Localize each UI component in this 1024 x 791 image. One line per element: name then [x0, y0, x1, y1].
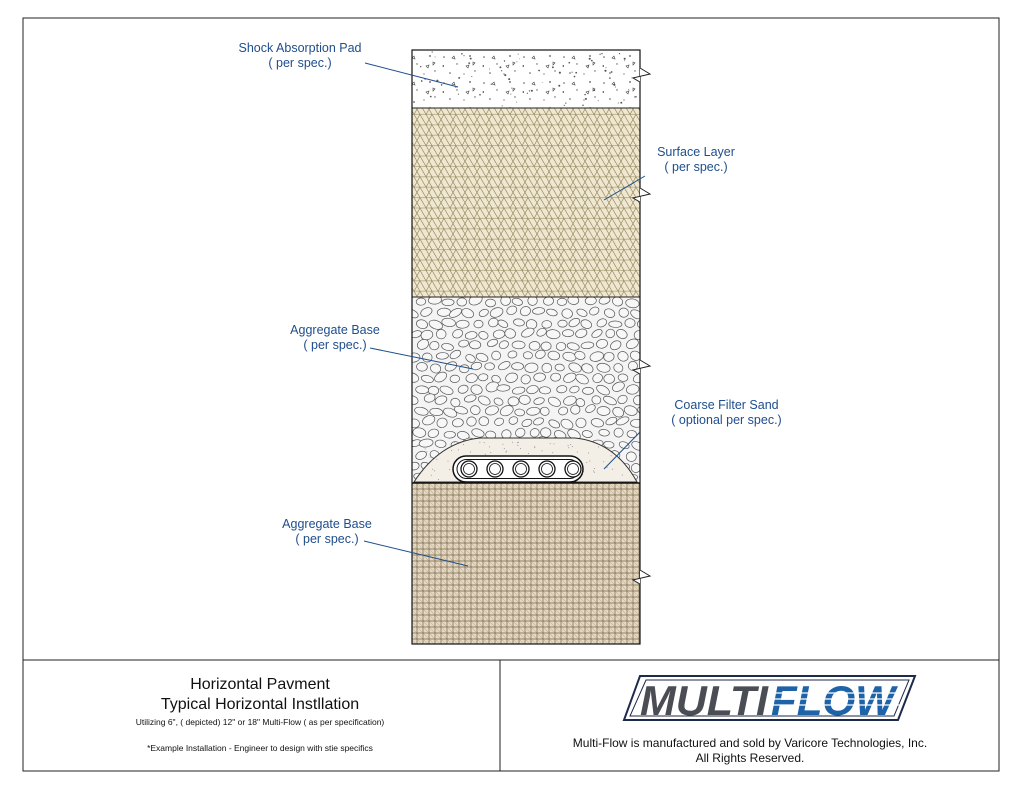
pad-speck: [441, 84, 443, 86]
pebble: [603, 374, 614, 384]
sand-dot: [502, 444, 503, 445]
pad-speck: [471, 76, 472, 77]
sand-dot: [570, 444, 571, 445]
label-shock-absorption-pad: [230, 41, 370, 71]
pebble: [558, 320, 568, 327]
sand-dot: [512, 442, 513, 443]
pad-speck: [504, 60, 505, 61]
drawing-subtitle: Utilizing 6", ( depicted) 12" or 18" Multi-Flow ( as per specification): [135, 717, 385, 727]
pebble: [639, 382, 651, 394]
sand-dot: [554, 443, 555, 444]
label-coarse-filter-sand: [654, 398, 799, 428]
multi-flow-pipe: [453, 456, 583, 482]
sand-dot: [550, 443, 551, 444]
pad-speck: [613, 84, 615, 86]
pad-speck: [542, 82, 543, 83]
pad-speck: [588, 66, 589, 67]
logo-multi-text: MULTI: [640, 677, 770, 724]
pad-speck: [504, 74, 506, 76]
pebble: [639, 429, 651, 439]
sand-dot: [607, 467, 608, 468]
pad-speck: [489, 69, 490, 70]
drawing-note: *Example Installation - Engineer to design with stie specifics: [147, 743, 373, 753]
pad-speck: [511, 88, 512, 89]
pebble: [523, 351, 533, 359]
shock-pad-layer: [412, 50, 640, 108]
pad-speck: [624, 58, 626, 60]
pebble: [542, 363, 552, 373]
pad-speck: [585, 98, 587, 100]
pad-speck: [572, 72, 573, 73]
pebble: [474, 320, 483, 328]
pad-speck: [531, 90, 533, 92]
credit-line1: Multi-Flow is manufactured and sold by Varicore Technologies, Inc.: [572, 736, 928, 750]
pad-speck: [508, 78, 510, 80]
pad-speck: [558, 85, 560, 87]
sand-dot: [611, 455, 612, 456]
label-aggregate-lower-name: Aggregate Base: [282, 517, 372, 531]
pad-speck: [510, 94, 511, 95]
pebble: [497, 385, 510, 392]
pad-speck: [470, 58, 472, 60]
pad-speck: [615, 87, 616, 88]
sand-dot: [517, 442, 518, 443]
sand-dot: [430, 457, 431, 458]
pad-speck: [601, 53, 602, 54]
pad-speck: [564, 105, 565, 106]
multiflow-logo: [624, 676, 915, 724]
label-aggregate-lower-note: ( per spec.): [295, 532, 359, 546]
pad-speck: [606, 67, 607, 68]
pebble: [557, 298, 567, 306]
pad-speck: [628, 89, 629, 90]
pebble: [508, 397, 519, 406]
pad-speck: [598, 100, 599, 101]
sand-dot: [506, 452, 507, 453]
pebble: [512, 341, 525, 349]
label-aggregate-upper-name: Aggregate Base: [290, 323, 380, 337]
pad-speck: [589, 58, 591, 60]
pebble: [459, 364, 469, 373]
drawing-title-line1: Horizontal Pavment: [190, 676, 330, 693]
label-surface-name: Surface Layer: [657, 145, 735, 159]
pad-speck: [461, 53, 463, 55]
pad-speck: [468, 62, 470, 64]
sand-dot: [552, 452, 553, 453]
sand-dot: [504, 448, 505, 449]
pebble: [609, 321, 622, 328]
sand-dot: [454, 442, 455, 443]
pad-speck: [458, 94, 459, 95]
pad-speck: [619, 53, 620, 54]
pad-speck: [565, 102, 566, 103]
sand-dot: [577, 452, 578, 453]
label-shock-pad-note: ( per spec.): [268, 56, 332, 70]
pad-speck: [599, 54, 600, 55]
pad-speck: [420, 66, 421, 67]
logo-flow-text: FLOW: [771, 677, 899, 724]
pad-speck: [421, 80, 423, 82]
pad-speck: [611, 71, 613, 73]
pebble: [529, 341, 540, 350]
sand-dot: [451, 450, 452, 451]
pebble: [457, 298, 467, 306]
pebble: [625, 319, 635, 328]
sand-dot: [479, 442, 480, 443]
sand-dot: [449, 469, 450, 470]
sand-dot: [438, 479, 439, 480]
sand-dot: [518, 442, 519, 443]
pebble: [639, 450, 651, 459]
pebble: [640, 341, 655, 351]
pad-speck: [501, 70, 502, 71]
sand-dot: [426, 451, 427, 452]
pad-speck: [516, 61, 517, 62]
sand-dot: [534, 446, 535, 447]
pebble: [469, 341, 481, 350]
pad-speck: [575, 72, 577, 74]
pad-speck: [430, 96, 432, 98]
pad-speck: [618, 102, 619, 103]
pad-speck: [435, 56, 436, 57]
pebble: [562, 330, 574, 337]
pebble: [436, 352, 449, 359]
pad-speck: [491, 83, 492, 84]
sand-dot: [568, 445, 569, 446]
sand-dot: [598, 447, 599, 448]
sand-dot: [485, 454, 486, 455]
pad-speck: [499, 66, 501, 68]
sand-dot: [506, 451, 507, 452]
pad-speck: [609, 77, 611, 79]
credit-line2: All Rights Reserved.: [695, 751, 805, 765]
sand-dot: [434, 470, 435, 471]
sand-dot: [593, 471, 594, 472]
label-aggregate-upper-note: ( per spec.): [303, 338, 367, 352]
pad-speck: [479, 94, 481, 96]
pebble: [437, 308, 451, 317]
pad-speck: [518, 54, 519, 55]
pebble: [456, 320, 469, 329]
pebble: [444, 431, 456, 438]
sand-dot: [431, 475, 432, 476]
sand-dot: [621, 447, 622, 448]
sand-dot: [425, 447, 426, 448]
sand-dot: [614, 444, 615, 445]
sand-dot: [534, 447, 535, 448]
pebble: [416, 298, 426, 306]
pebble: [512, 363, 524, 371]
pad-speck: [529, 90, 530, 91]
pad-speck: [624, 60, 625, 61]
pebble: [576, 418, 587, 428]
sand-dot: [622, 475, 623, 476]
pebble: [485, 299, 495, 307]
label-aggregate-base-lower: [262, 517, 392, 547]
pad-speck: [559, 72, 561, 74]
pad-speck: [635, 96, 636, 97]
pad-speck: [432, 51, 433, 52]
sand-dot: [431, 460, 432, 461]
pebble: [450, 375, 460, 383]
sand-dot: [458, 449, 459, 450]
pad-speck: [604, 70, 606, 72]
label-filter-sand-name: Coarse Filter Sand: [674, 398, 779, 412]
sand-dot: [588, 453, 589, 454]
sand-dot: [568, 447, 569, 448]
pad-speck: [620, 102, 622, 104]
sand-dot: [542, 450, 543, 451]
pad-speck: [519, 58, 520, 59]
pad-speck: [538, 70, 540, 72]
sand-dot: [528, 453, 529, 454]
sand-dot: [612, 469, 613, 470]
sand-dot: [448, 461, 449, 462]
pebble: [639, 472, 653, 483]
sand-dot: [517, 445, 518, 446]
pad-speck: [574, 76, 576, 78]
sand-dot: [463, 444, 464, 445]
label-shock-pad-name: Shock Absorption Pad: [238, 41, 362, 55]
aggregate-base-lower-layer: [412, 483, 640, 644]
pad-speck: [552, 66, 554, 68]
label-surface-note: ( per spec.): [664, 160, 728, 174]
sand-dot: [520, 448, 521, 449]
pebble: [485, 363, 495, 370]
sand-dot: [484, 442, 485, 443]
pebble: [442, 299, 454, 306]
sand-dot: [432, 469, 433, 470]
pebble: [539, 386, 551, 394]
sand-dot: [572, 446, 573, 447]
pebble: [630, 419, 643, 427]
sand-dot: [603, 461, 604, 462]
pad-speck: [527, 93, 528, 94]
pebble: [541, 342, 552, 351]
sand-dot: [586, 462, 587, 463]
pebble: [631, 463, 641, 472]
sand-dot: [425, 448, 426, 449]
pad-speck: [458, 77, 460, 79]
pad-speck: [516, 102, 517, 103]
label-filter-sand-note: ( optional per spec.): [671, 413, 782, 427]
sand-dot: [589, 461, 590, 462]
drawing-title-line2: Typical Horizontal Instllation: [160, 696, 360, 713]
pad-speck: [593, 89, 595, 91]
pad-speck: [591, 60, 593, 62]
pad-speck: [502, 105, 503, 106]
sand-dot: [594, 472, 595, 473]
sand-dot: [470, 452, 471, 453]
pad-speck: [568, 62, 570, 64]
sand-dot: [436, 459, 437, 460]
surface-layer: [412, 108, 640, 297]
pebble: [639, 294, 651, 304]
label-surface-layer: [636, 145, 756, 175]
sand-dot: [490, 452, 491, 453]
pad-speck: [413, 101, 415, 103]
pad-speck: [582, 104, 584, 106]
pad-speck: [584, 94, 585, 95]
pebble: [582, 387, 593, 394]
sand-dot: [489, 446, 490, 447]
pad-speck: [463, 55, 464, 56]
label-aggregate-base-upper: [270, 323, 400, 353]
sand-dot: [594, 468, 595, 469]
